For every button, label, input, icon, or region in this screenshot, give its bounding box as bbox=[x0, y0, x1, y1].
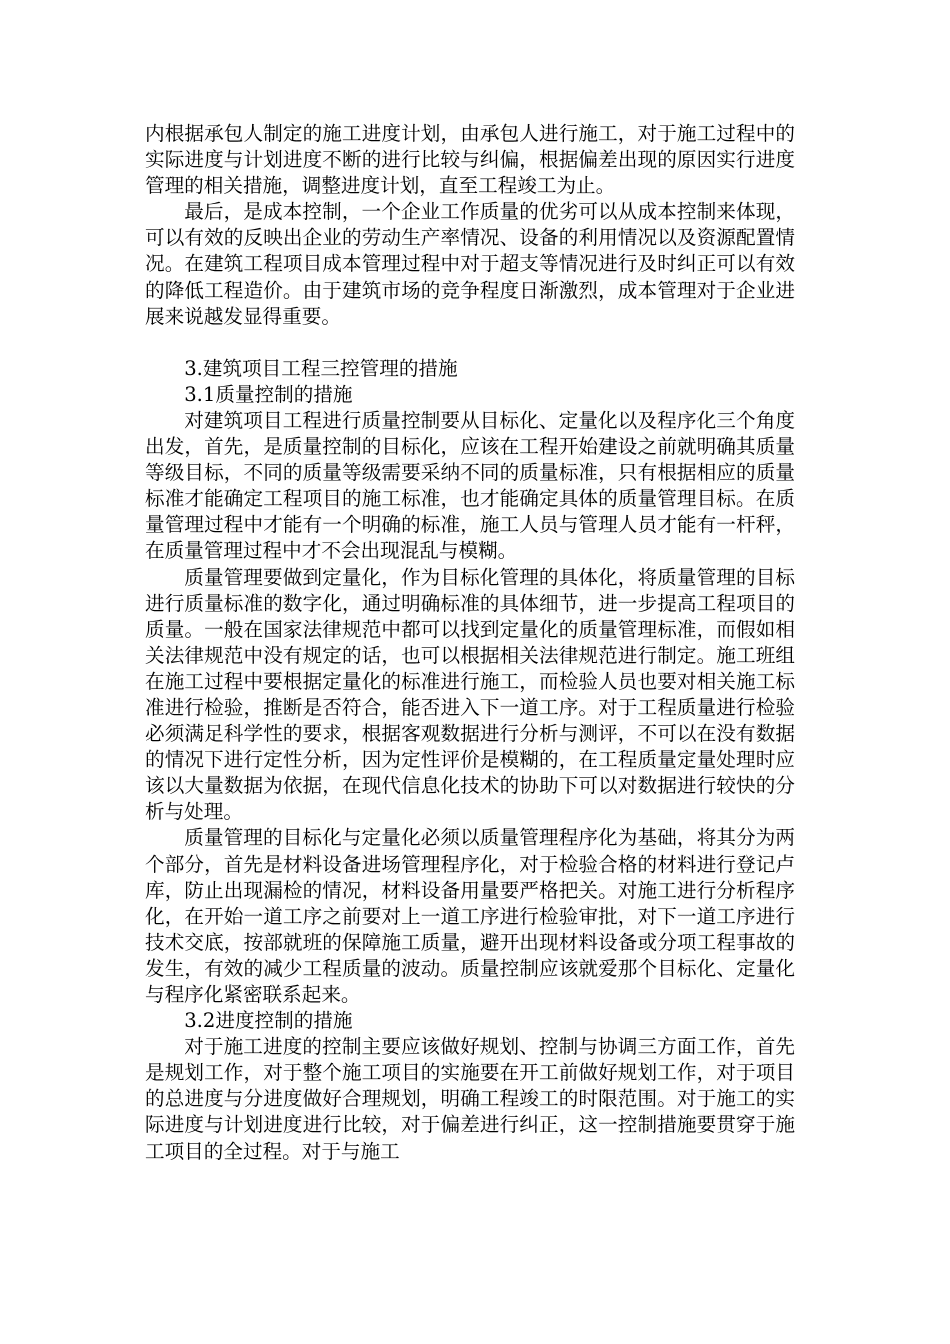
section-heading-3-1: 3.1质量控制的措施 bbox=[184, 382, 353, 406]
paragraph-cost-control: 最后，是成本控制，一个企业工作质量的优劣可以从成本控制来体现，可以有效的反映出企业的劳动生产率情况、设备的利用情况以及资源配置情况。在建筑工程项目成本管理过程中对于超支等情况进行及时纠正可以有效的降低工程造价。由于建筑市场的竞争程度日渐激烈，成本管理对于企业进展来说越发显得重要。 bbox=[145, 200, 795, 328]
paragraph-quality-quantification: 质量管理要做到定量化，作为目标化管理的具体化，将质量管理的目标进行质量标准的数字化，通过明确标准的具体细节，进一步提高工程项目的质量。一般在国家法律规范中都可以找到定量化的质量管理标准，而假如相关法律规范中没有规定的话，也可以根据相关法律规范进行制定。施工班组在施工过程中要根据定量化的标准进行施工，而检验人员也要对相关施工标准进行检验，推断是否符合，能否进入下一道工序。对于工程质量进行检验必须满足科学性的要求，根据客观数据进行分析与测评，不可以在没有数据的情况下进行定性分析，因为定性评价是模糊的，在工程质量定量处理时应该以大量数据为依据，在现代信息化技术的协助下可以对数据进行较快的分析与处理。 bbox=[145, 565, 795, 824]
section-heading-3-2: 3.2进度控制的措施 bbox=[184, 1009, 353, 1033]
paragraph-quality-targeting: 对建筑项目工程进行质量控制要从目标化、定量化以及程序化三个角度出发，首先，是质量控制的目标化，应该在工程开始建设之前就明确其质量等级目标，不同的质量等级需要采纳不同的质量标准，只有根据相应的质量标准才能确定工程项目的施工标准，也才能确定具体的质量管理目标。在质量管理过程中才能有一个明确的标准，施工人员与管理人员才能有一杆秤，在质量管理过程中才不会出现混乱与模糊。 bbox=[145, 408, 795, 563]
document-page bbox=[145, 121, 795, 1165]
paragraph-intro-continued: 内根据承包人制定的施工进度计划，由承包人进行施工，对于施工过程中的实际进度与计划进度不断的进行比较与纠偏，根据偏差出现的原因实行进度管理的相关措施，调整进度计划，直至工程竣工为止。 bbox=[145, 122, 795, 198]
paragraph-spacer bbox=[145, 330, 795, 356]
paragraph-quality-procedure: 质量管理的目标化与定量化必须以质量管理程序化为基础，将其分为两个部分，首先是材料设备进场管理程序化，对于检验合格的材料进行登记卢库，防止出现漏检的情况，材料设备用量要严格把关。对施工进行分析程序化，在开始一道工序之前要对上一道工序进行检验审批，对下一道工序进行技术交底，按部就班的保障施工质量，避开出现材料设备或分项工程事故的发生，有效的减少工程质量的波动。质量控制应该就爱那个目标化、定量化与程序化紧密联系起来。 bbox=[145, 826, 795, 1006]
section-heading-3: 3.建筑项目工程三控管理的措施 bbox=[184, 356, 458, 380]
paragraph-schedule-control: 对于施工进度的控制主要应该做好规划、控制与协调三方面工作，首先是规划工作，对于整个施工项目的实施要在开工前做好规划工作，对于项目的总进度与分进度做好合理规划，明确工程竣工的时限范围。对于施工的实际进度与计划进度进行比较，对于偏差进行纠正，这一控制措施要贯穿于施工项目的全过程。对于与施工 bbox=[145, 1035, 795, 1163]
